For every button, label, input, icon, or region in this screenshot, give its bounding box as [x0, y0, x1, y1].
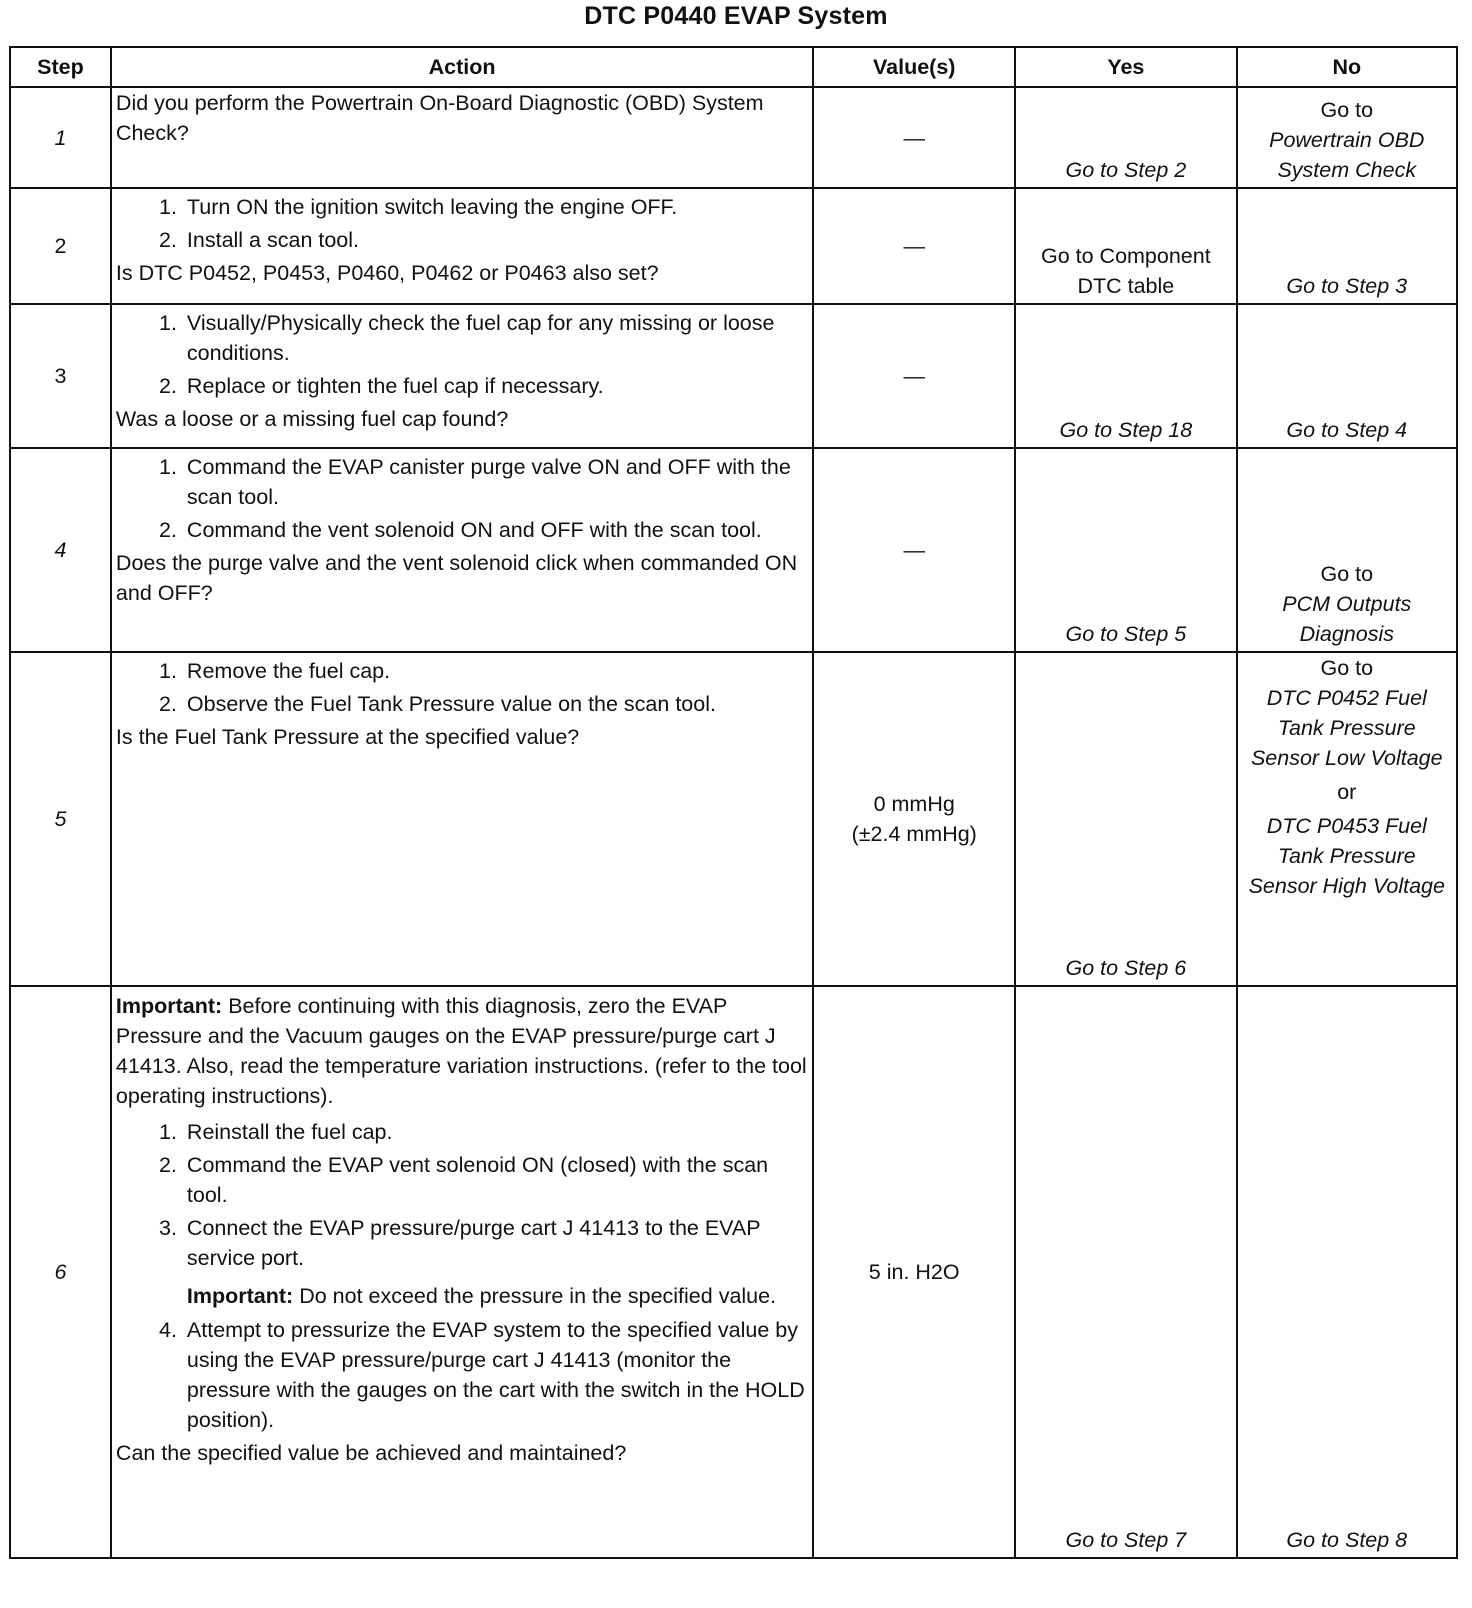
no-prefix: Go to: [1320, 562, 1374, 586]
action-item: 2. Replace or tighten the fuel cap if necessary.: [183, 371, 808, 401]
action-item-text: Connect the EVAP pressure/purge cart J 41413 to the EVAP service port.: [186, 1216, 761, 1270]
important-text: Before continuing with this diagnosis, zero the EVAP Pressure and the Vacuum gauges on the EVAP pressure/purge cart J 41413. Also, read the temperature variation instructions. (refer to the tool operating instructions).: [115, 994, 807, 1108]
action-item: 4. Attempt to pressurize the EVAP system to the specified value by using the EVAP pressure/purge cart J 41413 (monitor the pressure with the gauges on the cart with the switch in the HOLD position).: [183, 1315, 808, 1435]
no-cell: Go to Step 8: [1237, 986, 1457, 1558]
action-question: Did you perform the Powertrain On-Board Diagnostic (OBD) System Check?: [115, 91, 764, 145]
no-cell: Go to Step 3: [1237, 188, 1457, 304]
value-tolerance: (±2.4 mmHg): [851, 822, 977, 846]
value-cell: —: [813, 188, 1015, 304]
important-label: Important:: [115, 994, 223, 1018]
diagnostic-table: [9, 46, 1458, 1559]
action-question: Was a loose or a missing fuel cap found?: [115, 407, 509, 431]
yes-cell: Go to Component DTC table: [1015, 188, 1236, 304]
action-question: Does the purge valve and the vent solenoid click when commanded ON and OFF?: [115, 551, 798, 605]
action-item: 1. Remove the fuel cap.: [183, 656, 808, 686]
yes-cell: Go to Step 7: [1015, 986, 1236, 1558]
table-row: [10, 87, 1457, 188]
important-label: Important:: [186, 1284, 294, 1308]
step-number: 1: [10, 87, 111, 188]
no-prefix: Go to: [1320, 656, 1374, 680]
important-text: Do not exceed the pressure in the specified value.: [293, 1284, 777, 1308]
no-link: DTC P0452 Fuel Tank Pressure Sensor Low Voltage: [1250, 686, 1443, 770]
important-note: [116, 991, 808, 1111]
header-values: Value(s): [813, 47, 1015, 87]
no-link: DTC P0453 Fuel Tank Pressure Sensor High Voltage: [1248, 814, 1445, 898]
sub-important-note: [187, 1281, 808, 1311]
step-number: 5: [10, 652, 111, 986]
no-or: or: [1337, 780, 1357, 804]
action-item: 1. Reinstall the fuel cap.: [183, 1117, 808, 1147]
action-item: 2. Command the EVAP vent solenoid ON (closed) with the scan tool.: [183, 1150, 808, 1210]
header-yes: Yes: [1015, 47, 1236, 87]
action-item: 1. Command the EVAP canister purge valve ON and OFF with the scan tool.: [183, 452, 808, 512]
action-cell: [111, 986, 813, 1558]
no-link: Powertrain OBD System Check: [1269, 128, 1425, 182]
header-row: [10, 47, 1457, 87]
action-item: 2. Command the vent solenoid ON and OFF with the scan tool.: [183, 515, 808, 545]
table-row: [10, 652, 1457, 986]
yes-cell: Go to Step 5: [1015, 448, 1236, 652]
action-cell: [111, 652, 813, 986]
action-question: Is the Fuel Tank Pressure at the specified value?: [115, 725, 580, 749]
no-prefix: Go to: [1320, 98, 1374, 122]
value-cell: —: [813, 448, 1015, 652]
action-cell: [111, 188, 813, 304]
table-row: [10, 448, 1457, 652]
table-row: [10, 188, 1457, 304]
value-cell: —: [813, 304, 1015, 448]
step-number: 3: [10, 304, 111, 448]
value-cell: 5 in. H2O: [813, 986, 1015, 1558]
action-question: Can the specified value be achieved and maintained?: [115, 1441, 627, 1465]
action-cell: [111, 87, 813, 188]
header-no: No: [1237, 47, 1457, 87]
step-number: 6: [10, 986, 111, 1558]
value-cell: [813, 652, 1015, 986]
header-step: Step: [10, 47, 111, 87]
action-cell: [111, 448, 813, 652]
action-item: 2. Install a scan tool.: [183, 225, 808, 255]
action-cell: [111, 304, 813, 448]
action-item: 1. Visually/Physically check the fuel cap for any missing or loose conditions.: [183, 308, 808, 368]
no-cell: Go to Step 4: [1237, 304, 1457, 448]
yes-cell: Go to Step 2: [1015, 87, 1236, 188]
value-cell: —: [813, 87, 1015, 188]
no-cell: [1237, 87, 1457, 188]
action-question: Is DTC P0452, P0453, P0460, P0462 or P0463 also set?: [115, 261, 659, 285]
no-cell: [1237, 652, 1457, 986]
action-item: 2. Observe the Fuel Tank Pressure value on the scan tool.: [183, 689, 808, 719]
no-cell: [1237, 448, 1457, 652]
action-item: [183, 1213, 808, 1311]
step-number: 4: [10, 448, 111, 652]
table-row: [10, 304, 1457, 448]
table-row: [10, 986, 1457, 1558]
step-number: 2: [10, 188, 111, 304]
action-item: 1. Turn ON the ignition switch leaving the engine OFF.: [183, 192, 808, 222]
no-link: PCM Outputs Diagnosis: [1282, 592, 1412, 646]
value-line: 0 mmHg: [873, 792, 955, 816]
page-title: DTC P0440 EVAP System: [584, 2, 888, 30]
header-action: Action: [111, 47, 813, 87]
yes-cell: Go to Step 6: [1015, 652, 1236, 986]
yes-cell: Go to Step 18: [1015, 304, 1236, 448]
